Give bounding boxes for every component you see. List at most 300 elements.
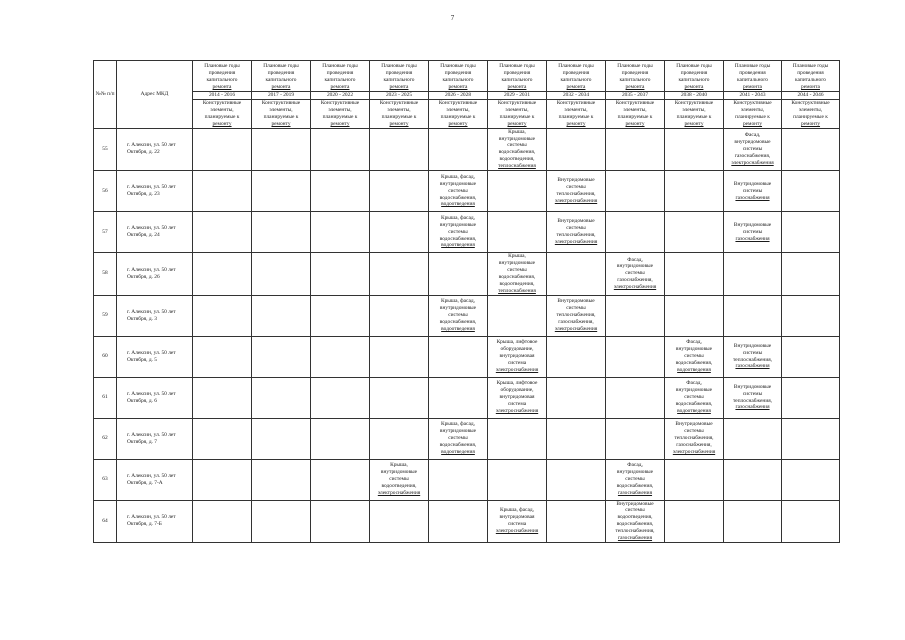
empty-cell (370, 336, 429, 377)
text-line: системы (742, 145, 763, 152)
empty-cell (429, 128, 488, 170)
text-line: Конструктивные (379, 100, 419, 106)
text-line: г. Алексин, ул. 50 лет (127, 266, 176, 273)
text-line: Фасад, (686, 339, 702, 346)
table-row (94, 377, 840, 418)
text-line: теплоснабжения, (732, 397, 773, 404)
text-line: электроснабжения (554, 325, 598, 332)
text-line: Внутридомовые (733, 342, 772, 349)
empty-cell (252, 128, 311, 170)
row-address (117, 336, 193, 377)
text-line: Внутридомовые (557, 298, 595, 305)
text-line: системы (742, 390, 763, 397)
text-line: Конструктивные (320, 100, 360, 106)
table-row (94, 212, 840, 253)
row-number: 57 (94, 212, 117, 253)
text-line: внутридомовая (499, 514, 535, 521)
text-line: ремонта (330, 84, 350, 91)
table-body (94, 128, 840, 542)
text-line: ремонта (507, 84, 527, 91)
text-line: капитального (619, 77, 651, 84)
empty-cell (724, 500, 782, 542)
text-line: Октября, д. 7-Б (127, 521, 162, 528)
text-line: элементы, (269, 106, 293, 113)
text-line: системы (507, 142, 527, 149)
text-line: ремонта (448, 84, 468, 91)
empty-cell (547, 128, 606, 170)
text-line: водоотведения (677, 407, 711, 414)
text-line: элементы, (505, 106, 529, 113)
repair-elements-cell (724, 377, 782, 418)
text-line: теплоснабжения (498, 287, 536, 294)
text-line: электроснабжения (554, 238, 598, 245)
col-header-plan-years (488, 61, 547, 92)
empty-cell (782, 336, 840, 377)
repair-elements-cell (665, 336, 724, 377)
text-line: ремонту (684, 120, 704, 127)
text-line: электроснабжения (495, 407, 539, 414)
text-line: Плановые годы (440, 63, 476, 70)
text-line: планируемые к (322, 113, 358, 120)
empty-cell (370, 500, 429, 542)
empty-cell (311, 377, 370, 418)
col-header-plan-years (252, 61, 311, 92)
row-address (117, 253, 193, 295)
text-line: Крыша, (390, 462, 408, 469)
empty-cell (606, 418, 665, 459)
table-row (94, 418, 840, 459)
col-header-period: 2032 - 2034 (547, 92, 606, 100)
text-line: водоснабжения, (439, 235, 477, 242)
text-line: Конструктивные (497, 100, 537, 106)
empty-cell (547, 253, 606, 295)
empty-cell (724, 295, 782, 336)
col-header-plan-years (311, 61, 370, 92)
text-line: элементы, (328, 106, 352, 113)
col-header-plan-years (665, 61, 724, 92)
col-header-elements (665, 100, 724, 129)
col-header-plan-years (724, 61, 782, 92)
col-header-elements (606, 100, 665, 129)
text-line: Конструктивные (261, 100, 301, 106)
empty-cell (193, 418, 252, 459)
col-header-elements (488, 100, 547, 129)
text-line: проведения (385, 70, 413, 77)
repair-elements-cell (606, 459, 665, 500)
text-line: ремонта (212, 84, 232, 91)
text-line: системы (625, 270, 645, 277)
text-line: ремонту (800, 120, 821, 127)
text-line: ремонту (507, 120, 527, 127)
empty-cell (193, 336, 252, 377)
col-header-plan-years (370, 61, 429, 92)
empty-cell (193, 459, 252, 500)
text-line: Плановые годы (381, 63, 417, 70)
text-line: электроснабжения (495, 366, 539, 373)
text-line: теплоснабжения, (615, 528, 655, 535)
row-number: 58 (94, 253, 117, 295)
text-line: Крыша, фасад, (441, 298, 475, 305)
repair-elements-cell (488, 336, 547, 377)
text-line: планируемые к (617, 113, 653, 120)
text-line: газоснабжения, (734, 152, 771, 159)
empty-cell (606, 377, 665, 418)
text-line: Внутридомовые (616, 500, 654, 507)
text-line: капитального (206, 77, 238, 84)
empty-cell (193, 253, 252, 295)
col-header-elements (429, 100, 488, 129)
text-line: теплоснабжения, (556, 191, 596, 198)
empty-cell (782, 377, 840, 418)
text-line: газоснабжения (735, 404, 770, 411)
text-line: г. Алексин, ул. 50 лет (127, 472, 176, 479)
empty-cell (311, 212, 370, 253)
text-line: планируемые к (204, 113, 240, 120)
table-row (94, 500, 840, 542)
empty-cell (665, 253, 724, 295)
text-line: элементы, (798, 106, 823, 113)
text-line: водоотведения, (381, 482, 417, 489)
text-line: г. Алексин, ул. 50 лет (127, 349, 176, 356)
text-line: проведения (444, 70, 472, 77)
text-line: ремонта (801, 84, 820, 91)
empty-cell (606, 171, 665, 212)
table-row (94, 336, 840, 377)
text-line: внутридомовые (498, 259, 536, 266)
text-line: системы (448, 312, 468, 319)
empty-cell (429, 336, 488, 377)
text-line: системы (566, 305, 586, 312)
text-line: проведения (503, 70, 531, 77)
text-line: внутридомовые (439, 221, 477, 228)
text-line: системы (742, 349, 763, 356)
text-line: теплоснабжения, (556, 232, 596, 239)
text-line: проведения (562, 70, 590, 77)
text-line: Фасад, (627, 462, 643, 469)
text-line: газоснабжения (617, 535, 653, 542)
text-line: теплоснабжения (498, 163, 536, 170)
text-line: газоснабжения (735, 363, 770, 370)
text-line: капитального (383, 77, 415, 84)
text-line: газоснабжения, (617, 277, 653, 284)
text-line: Крыша, лифтовое (496, 339, 538, 346)
empty-cell (782, 212, 840, 253)
text-line: Плановые годы (263, 63, 299, 70)
text-line: системы (448, 435, 468, 442)
text-line: Октября, д. 23 (127, 191, 160, 198)
empty-cell (311, 459, 370, 500)
empty-cell (488, 212, 547, 253)
text-line: системы (684, 394, 704, 401)
text-line: системы (566, 225, 586, 232)
empty-cell (488, 418, 547, 459)
row-address (117, 459, 193, 500)
text-line: элементы, (740, 106, 765, 113)
text-line: водоснабжения, (675, 400, 713, 407)
text-line: Октября, д. 5 (127, 356, 157, 363)
text-line: внутридомовая (499, 394, 535, 401)
text-line: системы (684, 353, 704, 360)
col-header-plan-years (193, 61, 252, 92)
text-line: ремонту (566, 120, 586, 127)
text-line: г. Алексин, ул. 50 лет (127, 308, 176, 315)
col-header-period: 2023 - 2025 (370, 92, 429, 100)
col-header-period: 2041 - 2043 (724, 92, 782, 100)
col-header-plan-years (606, 61, 665, 92)
text-line: планируемые к (676, 113, 712, 120)
table-header (94, 61, 840, 129)
repair-elements-cell (547, 295, 606, 336)
text-line: Фасад, (686, 380, 702, 387)
empty-cell (724, 418, 782, 459)
text-line: водоотведения (441, 325, 475, 332)
text-line: системы (742, 187, 763, 194)
repair-elements-cell (370, 459, 429, 500)
text-line: планируемые к (381, 113, 417, 120)
col-header-elements (370, 100, 429, 129)
text-line: водоснабжения, (498, 273, 536, 280)
text-line: теплоснабжения, (556, 312, 596, 319)
text-line: г. Алексин, ул. 50 лет (127, 390, 176, 397)
row-number: 63 (94, 459, 117, 500)
empty-cell (782, 171, 840, 212)
text-line: Октября, д. 3 (127, 315, 157, 322)
text-line: проведения (797, 70, 824, 77)
text-line: системы (742, 228, 763, 235)
text-line: планируемые к (558, 113, 594, 120)
text-line: ремонту (212, 120, 232, 127)
text-line: капитального (795, 77, 826, 84)
empty-cell (547, 377, 606, 418)
text-line: ремонта (389, 84, 409, 91)
empty-cell (252, 418, 311, 459)
text-line: Октября, д. 6 (127, 397, 157, 404)
text-line: Крыша, фасад, (441, 214, 475, 221)
empty-cell (370, 295, 429, 336)
text-line: системы (448, 228, 468, 235)
text-line: Плановые годы (499, 63, 535, 70)
col-header-period: 2044 - 2046 (782, 92, 840, 100)
text-line: Плановые годы (676, 63, 712, 70)
text-line: Конструктивные (556, 100, 596, 106)
text-line: Внутридомовые (557, 218, 595, 225)
text-line: водоотведения (441, 242, 475, 249)
text-line: ремонта (743, 84, 762, 91)
text-line: водоотведения, (499, 156, 535, 163)
empty-cell (724, 459, 782, 500)
text-line: проведения (326, 70, 354, 77)
empty-cell (606, 212, 665, 253)
row-address (117, 418, 193, 459)
text-line: водоснабжения, (498, 149, 536, 156)
text-line: проведения (739, 70, 766, 77)
empty-cell (252, 377, 311, 418)
text-line: ремонту (389, 120, 409, 127)
col-header-period: 2014 - 2016 (193, 92, 252, 100)
text-line: ремонта (684, 84, 704, 91)
repair-elements-cell (665, 418, 724, 459)
row-address (117, 171, 193, 212)
empty-cell (606, 336, 665, 377)
empty-cell (193, 377, 252, 418)
repair-elements-cell (488, 500, 547, 542)
text-line: водоснабжения, (439, 441, 477, 448)
repair-elements-cell (429, 171, 488, 212)
col-header-period: 2020 - 2022 (311, 92, 370, 100)
col-header-plan-years (547, 61, 606, 92)
empty-cell (429, 377, 488, 418)
text-line: системы (625, 476, 645, 483)
text-line: внутридомовые (675, 346, 713, 353)
repair-elements-cell (724, 336, 782, 377)
empty-cell (606, 295, 665, 336)
empty-cell (429, 459, 488, 500)
text-line: системы (684, 428, 704, 435)
empty-cell (370, 377, 429, 418)
text-line: Плановые годы (792, 63, 829, 70)
repair-elements-cell (488, 128, 547, 170)
text-line: внутридомовые (616, 263, 654, 270)
text-line: Крыша, фасад, (441, 421, 475, 428)
empty-cell (488, 295, 547, 336)
empty-cell (252, 253, 311, 295)
text-line: электроснабжения (731, 159, 774, 166)
empty-cell (252, 459, 311, 500)
text-line: водоотведения, (499, 280, 535, 287)
text-line: система (507, 521, 527, 528)
text-line: внутридомовые (734, 138, 771, 145)
text-line: Крыша, фасад, (441, 173, 475, 180)
repair-elements-cell (547, 171, 606, 212)
capital-repair-schedule-table (93, 60, 840, 543)
table-row (94, 128, 840, 170)
row-number: 64 (94, 500, 117, 542)
col-header-period: 2017 - 2019 (252, 92, 311, 100)
text-line: элементы, (446, 106, 470, 113)
col-header-elements (252, 100, 311, 129)
text-line: Крыша, (508, 128, 526, 135)
text-line: Конструктивные (733, 100, 772, 106)
row-number: 56 (94, 171, 117, 212)
text-line: внутридомовые (439, 180, 477, 187)
text-line: элементы, (682, 106, 706, 113)
text-line: Октября, д. 22 (127, 149, 160, 156)
text-line: Октября, д. 24 (127, 232, 160, 239)
text-line: системы (448, 187, 468, 194)
text-line: Внутридомовые (557, 177, 595, 184)
repair-elements-cell (724, 128, 782, 170)
empty-cell (252, 171, 311, 212)
text-line: водоснабжения, (675, 359, 713, 366)
text-line: внутридомовые (498, 135, 536, 142)
text-line: водоснабжения, (616, 521, 654, 528)
text-line: Конструктивные (791, 100, 830, 106)
empty-cell (782, 295, 840, 336)
text-line: водоотведения (441, 448, 475, 455)
repair-elements-cell (429, 418, 488, 459)
text-line: системы (389, 476, 409, 483)
text-line: ремонта (271, 84, 291, 91)
text-line: элементы, (387, 106, 411, 113)
text-line: Внутридомовые (733, 383, 772, 390)
row-number: 61 (94, 377, 117, 418)
empty-cell (193, 171, 252, 212)
empty-cell (782, 253, 840, 295)
text-line: элементы, (623, 106, 647, 113)
text-line: г. Алексин, ул. 50 лет (127, 184, 176, 191)
col-header-period: 2038 - 2040 (665, 92, 724, 100)
text-line: ремонта (566, 84, 586, 91)
table-row (94, 459, 840, 500)
empty-cell (370, 212, 429, 253)
repair-elements-cell (606, 500, 665, 542)
text-line: водоотведения (677, 366, 711, 373)
text-line: Плановые годы (322, 63, 358, 70)
text-line: ремонту (742, 120, 763, 127)
text-line: оборудование, (500, 387, 534, 394)
empty-cell (547, 459, 606, 500)
row-address (117, 295, 193, 336)
empty-cell (782, 418, 840, 459)
text-line: Плановые годы (617, 63, 653, 70)
empty-cell (724, 253, 782, 295)
text-line: газоснабжения (735, 194, 770, 201)
empty-cell (665, 212, 724, 253)
col-header-elements (311, 100, 370, 129)
empty-cell (193, 500, 252, 542)
text-line: водоснабжения, (439, 194, 477, 201)
text-line: электроснабжения (613, 284, 657, 291)
text-line: Конструктивные (674, 100, 714, 106)
row-number: 60 (94, 336, 117, 377)
text-line: капитального (265, 77, 297, 84)
empty-cell (547, 336, 606, 377)
text-line: системы (507, 266, 527, 273)
text-line: Внутридомовые (675, 421, 713, 428)
text-line: Октября, д. 7 (127, 438, 157, 445)
repair-elements-cell (606, 253, 665, 295)
empty-cell (370, 418, 429, 459)
text-line: Крыша, фасад, (500, 507, 534, 514)
text-line: г. Алексин, ул. 50 лет (127, 431, 176, 438)
text-line: Конструктивные (615, 100, 655, 106)
text-line: Крыша, лифтовое (496, 380, 538, 387)
col-header-period: 2026 - 2028 (429, 92, 488, 100)
page-number: 7 (450, 14, 455, 22)
repair-elements-cell (429, 295, 488, 336)
text-line: системы (566, 184, 586, 191)
table-row (94, 253, 840, 295)
text-line: капитального (678, 77, 710, 84)
text-line: капитального (324, 77, 356, 84)
text-line: внутридомовые (380, 469, 418, 476)
text-line: ремонта (625, 84, 645, 91)
row-address (117, 128, 193, 170)
text-line: Внутридомовые (733, 221, 772, 228)
empty-cell (311, 171, 370, 212)
col-header-elements (547, 100, 606, 129)
text-line: Крыша, (508, 253, 526, 260)
col-header-period: 2029 - 2031 (488, 92, 547, 100)
text-line: система (507, 400, 527, 407)
repair-elements-cell (665, 377, 724, 418)
empty-cell (370, 253, 429, 295)
text-line: газоснабжения, (558, 318, 594, 325)
repair-elements-cell (724, 212, 782, 253)
repair-elements-cell (429, 212, 488, 253)
empty-cell (311, 253, 370, 295)
empty-cell (665, 459, 724, 500)
